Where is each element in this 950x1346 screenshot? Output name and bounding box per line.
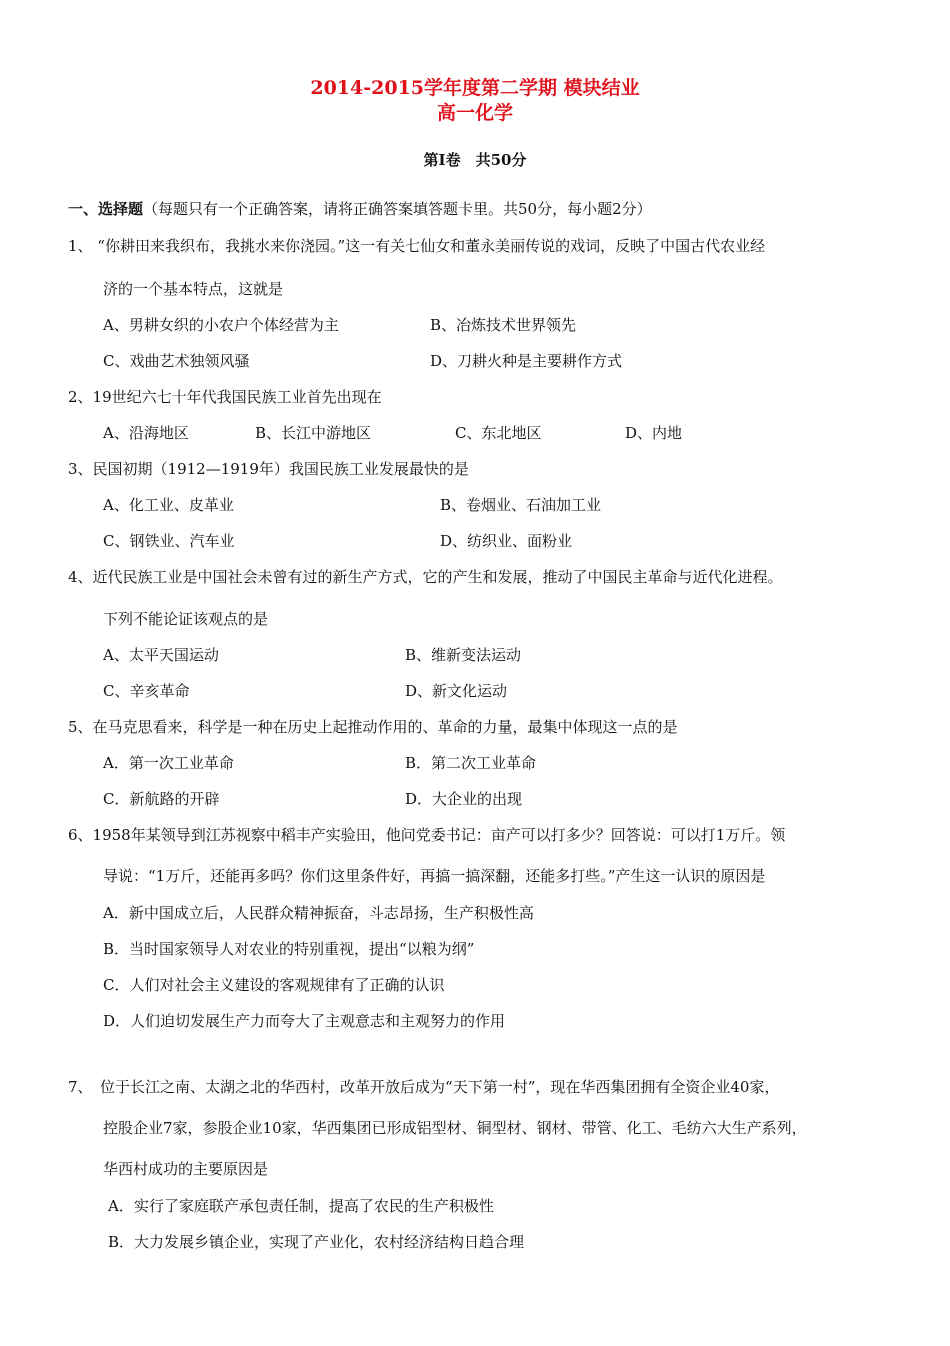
question-2-option-b: B、长江中游地区: [255, 424, 372, 442]
question-6-option-c: C．人们对社会主义建设的客观规律有了正确的认识: [103, 976, 445, 994]
question-2-option-d: D、内地: [625, 424, 683, 442]
question-7-option-a: A．实行了家庭联产承包责任制，提高了农民的生产积极性: [108, 1197, 494, 1215]
question-5-option-c: C．新航路的开辟: [103, 790, 220, 808]
volume-heading: 第Ⅰ卷 共50分: [423, 151, 527, 169]
question-2-option-a: A、沿海地区: [103, 424, 189, 442]
question-1-option-a: A、男耕女织的小农户个体经营为主: [103, 316, 339, 334]
section-heading: 一、选择题: [68, 200, 144, 218]
question-4-stem-cont: 下列不能论证该观点的是: [103, 610, 269, 628]
question-2-option-c: C、东北地区: [455, 424, 542, 442]
question-1-option-b: B、冶炼技术世界领先: [430, 316, 577, 334]
title-line-1: 2014-2015学年度第二学期 模块结业: [310, 77, 640, 99]
question-5-option-a: A．第一次工业革命: [103, 754, 234, 772]
question-4-stem: 4、近代民族工业是中国社会未曾有过的新生产方式，它的产生和发展，推动了中国民主革命与近代化进程。: [68, 568, 783, 586]
question-6-stem-cont: 导说：“1万斤，还能再多吗？你们这里条件好，再搞一搞深翻，还能多打些。”产生这一认识的原因是: [103, 867, 766, 885]
question-1-option-c: C、戏曲艺术独领风骚: [103, 352, 250, 370]
question-3-option-a: A、化工业、皮革业: [103, 496, 234, 514]
question-7-stem: 7、 位于长江之南、太湖之北的华西村，改革开放后成为“天下第一村”，现在华西集团拥有全资企业40家，: [68, 1078, 780, 1096]
section-instruction: （每题只有一个正确答案，请将正确答案填答题卡里。共50分，每小题2分）: [143, 200, 652, 218]
question-6-stem: 6、1958年某领导到江苏视察中稻丰产实验田，他问党委书记：亩产可以打多少？回答说：可以打1万斤。领: [68, 826, 786, 844]
question-4-option-a: A、太平天国运动: [103, 646, 219, 664]
question-3-stem: 3、民国初期（1912—1919年）我国民族工业发展最快的是: [68, 460, 469, 478]
question-5-option-d: D．大企业的出现: [405, 790, 523, 808]
question-7-stem-cont-2: 华西村成功的主要原因是: [103, 1160, 269, 1178]
section-heading-line: [68, 199, 652, 219]
question-6-option-d: D．人们迫切发展生产力而夸大了主观意志和主观努力的作用: [103, 1012, 506, 1030]
question-3-option-c: C、钢铁业、汽车业: [103, 532, 235, 550]
question-3-option-b: B、卷烟业、石油加工业: [440, 496, 602, 514]
question-6-option-b: B．当时国家领导人对农业的特别重视，提出“以粮为纲”: [103, 940, 475, 958]
question-1-option-d: D、刀耕火种是主要耕作方式: [430, 352, 623, 370]
question-3-option-d: D、纺织业、面粉业: [440, 532, 573, 550]
question-7-stem-cont: 控股企业7家，参股企业10家，华西集团已形成铝型材、铜型材、钢材、带管、化工、毛纺六大生产系列，: [103, 1119, 807, 1137]
question-5-stem: 5、在马克思看来，科学是一种在历史上起推动作用的、革命的力量，最集中体现这一点的是: [68, 718, 678, 736]
question-6-option-a: A．新中国成立后，人民群众精神振奋，斗志昂扬，生产积极性高: [103, 904, 534, 922]
question-4-option-c: C、辛亥革命: [103, 682, 190, 700]
question-1-stem-cont: 济的一个基本特点，这就是: [103, 280, 284, 298]
question-7-option-b: B．大力发展乡镇企业，实现了产业化，农村经济结构日趋合理: [108, 1233, 525, 1251]
question-5-option-b: B．第二次工业革命: [405, 754, 537, 772]
question-1-stem: 1、 “你耕田来我织布，我挑水来你浇园。”这一有关七仙女和董永美丽传说的戏词，反映了中国古代农业经: [68, 237, 766, 255]
question-4-option-b: B、维新变法运动: [405, 646, 522, 664]
question-2-stem: 2、19世纪六七十年代我国民族工业首先出现在: [68, 388, 382, 406]
title-line-2: 高一化学: [436, 102, 513, 124]
question-4-option-d: D、新文化运动: [405, 682, 508, 700]
